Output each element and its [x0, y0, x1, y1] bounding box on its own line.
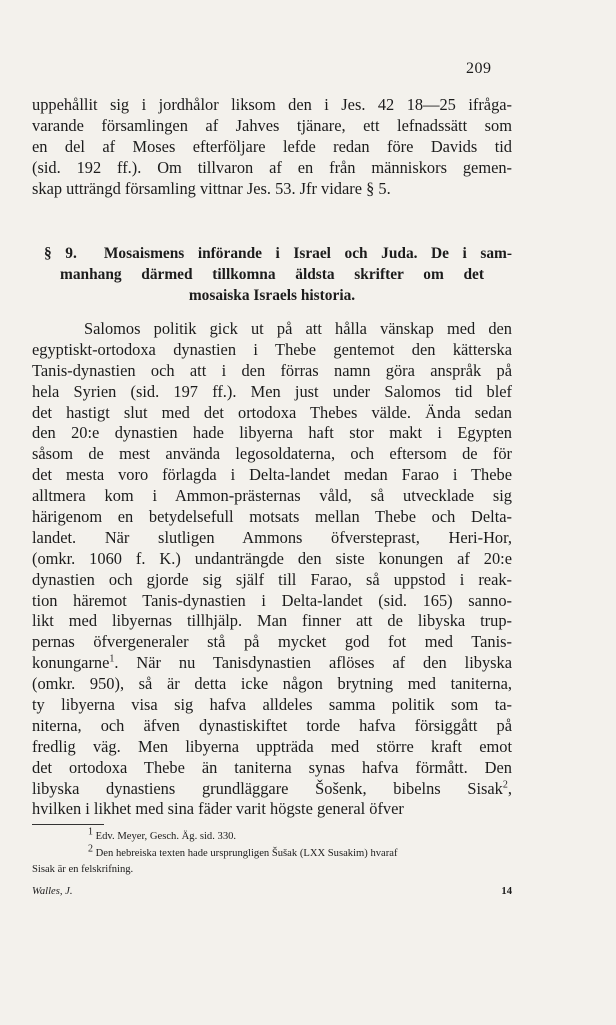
- body-paragraph: [32, 319, 512, 820]
- text-line: skap utträngd församling vittnar Jes. 53. Jfr vidare § 5.: [32, 178, 391, 198]
- text-fragment: konungarne: [32, 653, 110, 673]
- text-line: dynastien och gjorde sig själf till Farao, så uppstod i reak-: [32, 569, 512, 589]
- text-line: [32, 779, 512, 800]
- signature-sheet-number: 14: [501, 886, 512, 897]
- footnote-rule: [32, 824, 104, 825]
- text-line: egyptiskt-ortodoxa dynastien i Thebe gentemot den kätterska: [32, 339, 512, 359]
- text-line: ty libyerna visa sig hafva alldeles samma politik som ta-: [32, 695, 512, 715]
- footnote-mark: 1: [88, 826, 93, 838]
- text-line: Tanis-dynastien och att i den förras namn göra anspråk på: [32, 360, 512, 380]
- footnote-text: Edv. Meyer, Gesch. Äg. sid. 330.: [95, 831, 237, 842]
- intro-paragraph: [32, 95, 512, 199]
- section-title: Mosaismens införande i Israel och Juda. De i sam-: [103, 245, 512, 262]
- footnote: [32, 843, 512, 863]
- text-fragment: . När nu Tanisdynastien aflöses af den libyska: [114, 653, 512, 673]
- footnote-ref: 1: [109, 653, 115, 665]
- text-line: Salomos politik gick ut på att hålla vänskap med den: [84, 319, 512, 338]
- text-line: den 20:e dynastien hade libyerna haft stor makt i Egypten: [32, 423, 512, 443]
- text-line: härigenom en betydelsefull motsats mellan Thebe och Delta-: [32, 507, 512, 527]
- text-line: en del af Moses efterföljare lefde redan före Davids tid: [32, 136, 512, 156]
- section-heading-line: [32, 244, 512, 265]
- text-line: det ortodoxa Thebe än taniterna synas hafva förmått. Den: [32, 757, 512, 777]
- signature-author: Walles, J.: [32, 886, 73, 897]
- footnote-ref: 2: [502, 779, 508, 791]
- section-heading-line: manhang därmed tillkomna äldsta skrifter om det: [60, 265, 484, 283]
- text-line: varande församlingen af Jahves tjänare, ett lefnadssätt som: [32, 115, 512, 135]
- text-fragment: libyska dynastiens grundläggare Šošenk, bibelns Sisak: [32, 778, 503, 798]
- text-line: niterna, och äfven dynastiskiftet torde hafva försiggått på: [32, 715, 512, 735]
- text-line: såsom de mest använda legosoldaterna, och eftersom de för: [32, 444, 512, 464]
- text-line: (sid. 192 ff.). Om tillvaron af en från människors gemen-: [32, 157, 512, 177]
- text-line: tion häremot Tanis-dynastien i Delta-landet (sid. 165) sanno-: [32, 590, 512, 610]
- footnote-continuation: Sisak är en felskrifning.: [32, 864, 134, 876]
- text-line: [32, 653, 512, 674]
- text-line: landet. När slutligen Ammons öfversteprast, Heri-Hor,: [32, 527, 512, 547]
- text-line: uppehållit sig i jordhålor liksom den i Jes. 42 18—25 ifråga-: [32, 95, 512, 114]
- page-number: 209: [466, 60, 492, 77]
- text-line: hela Syrien (sid. 197 ff.). Men just under Salomos tid blef: [32, 381, 512, 401]
- text-line: hvilken i likhet med sina fäder varit högste general öfver: [32, 799, 404, 819]
- text-line: alltmera kom i Ammon-prästernas våld, så utvecklade sig: [32, 486, 512, 506]
- section-number: § 9.: [44, 245, 77, 262]
- text-line: pernas öfvergeneraler stå på mycket god fot med Tanis-: [32, 632, 512, 652]
- footnotes: [32, 826, 512, 879]
- footnote-text: Den hebreiska texten hade ursprungligen Šušak (LXX Susakim) hvaraf: [95, 847, 398, 859]
- text-fragment: ,: [507, 778, 512, 798]
- footnote: [32, 826, 512, 846]
- footnote-mark: 2: [88, 843, 93, 855]
- text-line: likt med libyernas tillhjälp. Man finner att de libyska trup-: [32, 611, 512, 631]
- text-line: (omkr. 950), så är detta icke någon brytning med taniterna,: [32, 674, 512, 694]
- text-line: det mesta voro förlagda i Delta-landet medan Farao i Thebe: [32, 465, 512, 485]
- section-heading-line: [32, 286, 512, 307]
- text-line: det hastigt slut med det ortodoxa Thebes välde. Ända sedan: [32, 402, 512, 422]
- section-title-end: mosaiska Israels historia.: [188, 286, 356, 304]
- printer-signature: [32, 884, 512, 900]
- section-heading: [32, 244, 512, 307]
- text-line: fredlig väg. Men libyerna uppträda med större kraft emot: [32, 736, 512, 756]
- text-line: (omkr. 1060 f. K.) undanträngde den siste konungen af 20:e: [32, 548, 512, 568]
